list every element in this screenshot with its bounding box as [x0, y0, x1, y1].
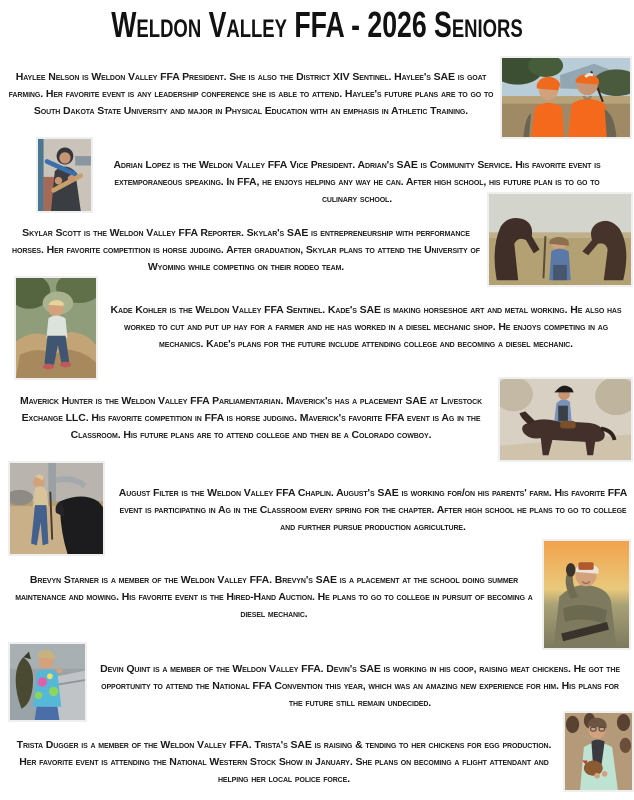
- page-title: Weldon Valley FFA - 2026 Seniors: [111, 4, 523, 45]
- baseball-bats-photo-image: [38, 139, 91, 211]
- photo-haylee-nelson: [500, 56, 632, 139]
- photo-august-filter: [8, 461, 105, 556]
- photo-trista-dugger: [563, 711, 634, 792]
- horseback-riding-photo-image: [500, 379, 631, 460]
- bio-kade-kohler: Kade Kohler is the Weldon Valley FFA Sentinel. Kade's SAE is making horseshoe art and metal working. He also has worked to cut and put up hay for a farmer and he has worked in a diesel mechanic shop. He enjoys competing in ag mechanics. Kade's plans for the future include attending college and becoming a diesel mechanic.: [110, 303, 622, 350]
- bio-brevyn-starner: Brevyn Starner is a member of the Weldon Valley FFA. Brevyn's SAE is a placement at the school doing summer maintenance and mowing. His favorite event is the Hired-Hand Auction. He plans to go to college in pursuit of becoming a diesel mechanic.: [15, 573, 533, 620]
- bio-haylee-nelson: Haylee Nelson is Weldon Valley FFA President. She is also the District XIV Sentinel. Haylee's SAE is goat farming. Her favorite event is any leadership conference she is able to attend. Haylee's future plans are to go to South Dakota State University and major in Physical Education with an emphasis in Athletic Training.: [8, 70, 494, 117]
- bio-trista-dugger: Trista Dugger is a member of the Weldon Valley FFA. Trista's SAE is raising & tending to her chickens for egg production. Her favorite event is attending the National Western Stock Show in January. She plans on becoming a flight attendant and helping her local police force.: [16, 738, 552, 785]
- chicken-photo-image: [565, 713, 632, 790]
- page-title-container: [0, 4, 634, 46]
- bio-august-filter: August Filter is the Weldon Valley FFA Chaplin. August's SAE is working for/on his parents' farm. His favorite FFA event is participating in Ag in the Classroom every spring for the chapter. After high school he plans to go to college and further pursue production agriculture.: [118, 486, 628, 533]
- photo-adrian-lopez: [36, 137, 93, 213]
- fishing-photo-image: [10, 644, 85, 720]
- photo-maverick-hunter: [498, 377, 633, 462]
- bio-devin-quint: Devin Quint is a member of the Weldon Valley FFA. Devin's SAE is working in his coop, raising meat chickens. He got the opportunity to attend the National FFA Convention this year, which was an amazing new experience for him. His plans for the future still remain undecided.: [100, 662, 620, 709]
- bio-skylar-scott: Skylar Scott is the Weldon Valley FFA Reporter. Skylar's SAE is entrepreneurship with performance horses. Her favorite competition is horse judging. After graduation, Skylar plans to attend the University of Wyoming while competing on their rodeo team.: [12, 226, 480, 273]
- rocks-portrait-photo-image: [16, 278, 96, 378]
- bio-maverick-hunter: Maverick Hunter is the Weldon Valley FFA Parliamentarian. Maverick's has a placement SAE at Livestock Exchange LLC. His favorite competition in FFA is horse judging. Maverick's favorite FFA event is Ag in the Classroom. His future plans are to attend college and then be a Colorado cowboy.: [19, 394, 483, 441]
- sunset-hunting-photo-image: [544, 541, 629, 648]
- photo-devin-quint: [8, 642, 87, 722]
- horses-photo-image: [489, 194, 631, 285]
- photo-skylar-scott: [487, 192, 633, 287]
- bio-adrian-lopez: Adrian Lopez is the Weldon Valley FFA Vice President. Adrian's SAE is Community Service. His favorite event is extemporaneous speaking. In FFA, he enjoys helping any way he can. After high school, his future plan is to go to culinary school.: [113, 158, 601, 205]
- photo-brevyn-starner: [542, 539, 631, 650]
- photo-kade-kohler: [14, 276, 98, 380]
- cattle-showing-photo-image: [10, 463, 103, 554]
- hunting-photo-image: [502, 58, 630, 137]
